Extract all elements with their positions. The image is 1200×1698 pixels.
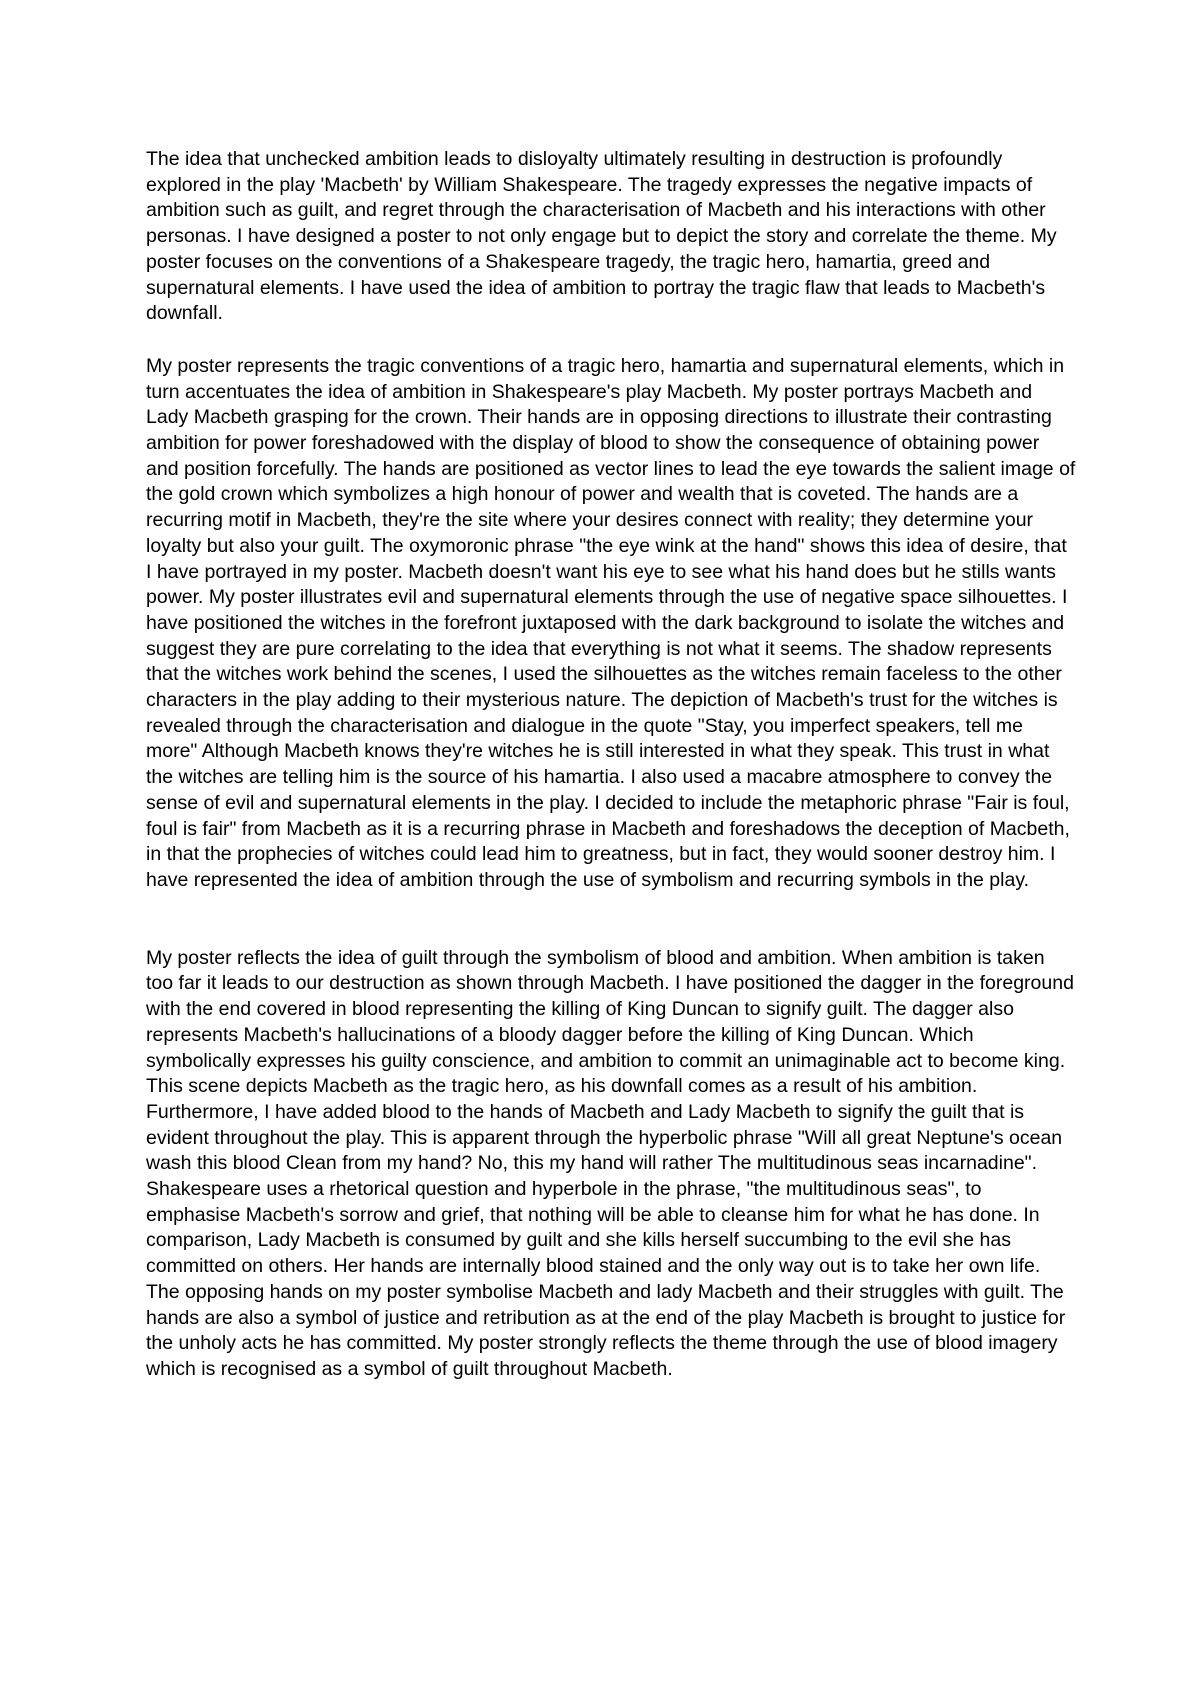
document-body <box>146 147 1076 1383</box>
paragraph-guilt-and-blood: My poster reflects the idea of guilt through the symbolism of blood and ambition. When ambition is taken too far it leads to our destruction as shown through Macbeth. I have positioned the dagger in the foreground with the end covered in blood representing the killing of King Duncan to signify guilt. The dagger also represents Macbeth's hallucinations of a bloody dagger before the killing of King Duncan. Which symbolically expresses his guilty conscience, and ambition to commit an unimaginable act to become king. This scene depicts Macbeth as the tragic hero, as his downfall comes as a result of his ambition. Furthermore, I have added blood to the hands of Macbeth and Lady Macbeth to signify the guilt that is evident throughout the play. This is apparent through the hyperbolic phrase "Will all great Neptune's ocean wash this blood Clean from my hand? No, this my hand will rather The multitudinous seas incarnadine". Shakespeare uses a rhetorical question and hyperbole in the phrase, "the multitudinous seas", to emphasise Macbeth's sorrow and grief, that nothing will be able to cleanse him for what he has done. In comparison, Lady Macbeth is consumed by guilt and she kills herself succumbing to the evil she has committed on others. Her hands are internally blood stained and the only way out is to take her own life. The opposing hands on my poster symbolise Macbeth and lady Macbeth and their struggles with guilt. The hands are also a symbol of justice and retribution as at the end of the play Macbeth is brought to justice for the unholy acts he has committed. My poster strongly reflects the theme through the use of blood imagery which is recognised as a symbol of guilt throughout Macbeth. <box>146 946 1074 1380</box>
paragraph-tragic-conventions: My poster represents the tragic conventions of a tragic hero, hamartia and supernatural elements, which in turn accentuates the idea of ambition in Shakespeare's play Macbeth. My poster portrays Macbeth and Lady Macbeth grasping for the crown. Their hands are in opposing directions to illustrate their contrasting ambition for power foreshadowed with the display of blood to show the consequence of obtaining power and position forcefully. The hands are positioned as vector lines to lead the eye towards the salient image of the gold crown which symbolizes a high honour of power and wealth that is coveted. The hands are a recurring motif in Macbeth, they're the site where your desires connect with reality; they determine your loyalty but also your guilt. The oxymoronic phrase "the eye wink at the hand" shows this idea of desire, that I have portrayed in my poster. Macbeth doesn't want his eye to see what his hand does but he stills wants power. My poster illustrates evil and supernatural elements through the use of negative space silhouettes. I have positioned the witches in the forefront juxtaposed with the dark background to isolate the witches and suggest they are pure correlating to the idea that everything is not what it seems. The shadow represents that the witches work behind the scenes, I used the silhouettes as the witches remain faceless to the other characters in the play adding to their mysterious nature. The depiction of Macbeth's trust for the witches is revealed through the characterisation and dialogue in the quote "Stay, you imperfect speakers, tell me more" Although Macbeth knows they're witches he is still interested in what they speak. This trust in what the witches are telling him is the source of his hamartia. I also used a macabre atmosphere to convey the sense of evil and supernatural elements in the play. I decided to include the metaphoric phrase "Fair is foul, foul is fair" from Macbeth as it is a recurring phrase in Macbeth and foreshadows the deception of Macbeth, in that the prophecies of witches could lead him to greatness, but in fact, they would sooner destroy him. I have represented the idea of ambition through the use of symbolism and recurring symbols in the play. <box>146 354 1076 891</box>
paragraph-introduction: The idea that unchecked ambition leads to disloyalty ultimately resulting in destruction is profoundly explored in the play 'Macbeth' by William Shakespeare. The tragedy expresses the negative impacts of ambition such as guilt, and regret through the characterisation of Macbeth and his interactions with other personas. I have designed a poster to not only engage but to depict the story and correlate the theme. My poster focuses on the conventions of a Shakespeare tragedy, the tragic hero, hamartia, greed and supernatural elements. I have used the idea of ambition to portray the tragic flaw that leads to Macbeth's downfall. <box>146 148 1057 325</box>
